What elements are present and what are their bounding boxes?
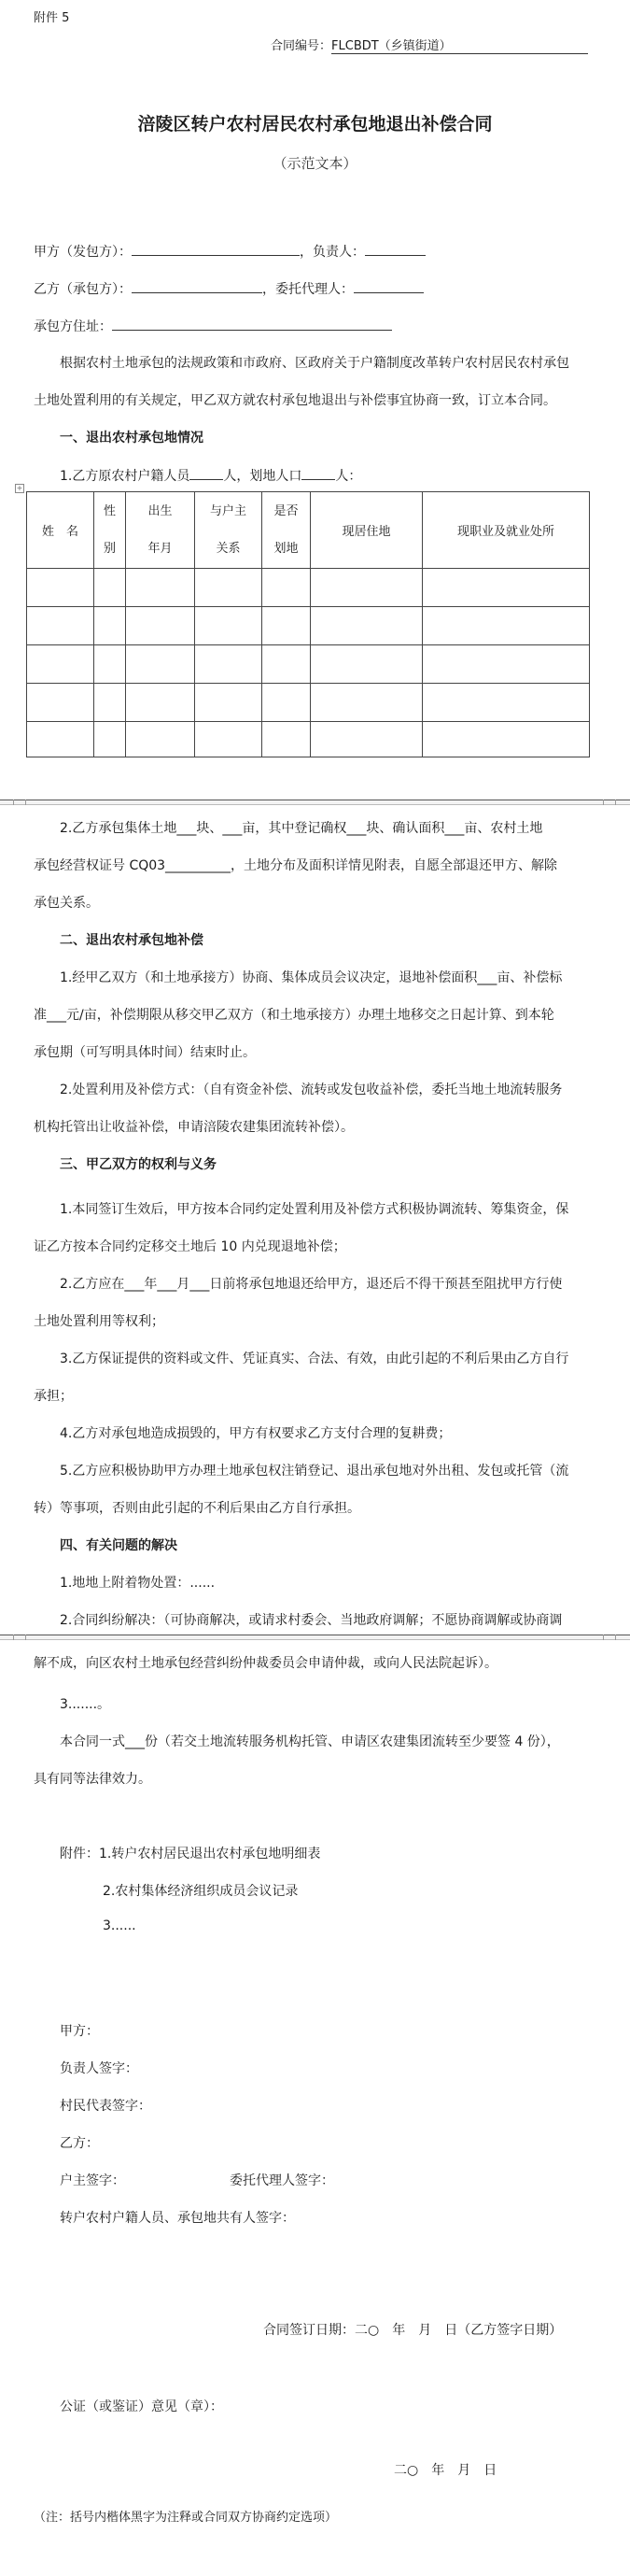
table-row <box>27 645 590 684</box>
sign-household-head: 户主签字： <box>60 2173 125 2188</box>
page-subtitle: （示范文本） <box>273 155 357 172</box>
section-2-line-2: 准___元/亩，补偿期限从移交甲乙双方（和土地承接方）办理土地移交之日起计算、到本轮 <box>34 1008 554 1023</box>
section-4-item-2-cont: 解不成，向区农村土地承包经营纠纷仲裁委员会申请仲裁，或向人民法院起诉）。 <box>34 1656 497 1671</box>
item2-line-2: 承包经营权证号 CQ03__________，土地分布及面积详情见附表，自愿全部退还甲方、解除 <box>34 858 558 873</box>
contract-sign-date: 合同签订日期：二○ 年 月 日（乙方签字日期） <box>263 2323 563 2338</box>
intro-line-2: 土地处置利用的有关规定，甲乙双方就农村承包地退出与补偿事宜协商一致，订立本合同。 <box>34 393 556 408</box>
party-b-label: 乙方（承包方）： <box>34 282 132 297</box>
table-cell[interactable] <box>262 645 311 684</box>
attachments-label: 附件：1.转户农村居民退出农村承包地明细表 <box>60 1847 321 1861</box>
page-break-marker-left <box>13 800 26 805</box>
table-cell[interactable] <box>126 607 195 645</box>
section-2-line-3: 承包期（可写明具体时间）结束时止。 <box>34 1045 256 1060</box>
table-cell[interactable] <box>423 722 590 757</box>
party-a-line <box>34 241 426 261</box>
item1-part-c: 人： <box>335 469 362 484</box>
table-row <box>27 684 590 722</box>
table-cell[interactable] <box>311 569 423 607</box>
household-members-table <box>26 491 590 757</box>
copies-line-2: 具有同等法律效力。 <box>34 1772 151 1787</box>
table-cell[interactable] <box>27 569 94 607</box>
notary-opinion: 公证（或鉴证）意见（章）： <box>60 2399 223 2414</box>
party-a-blank <box>132 241 300 256</box>
section-4-item-1: 1.地地上附着物处置：...... <box>60 1576 216 1591</box>
table-cell[interactable] <box>195 607 262 645</box>
section-3-line-8: 5.乙方应积极协助甲方办理土地承包权注销登记、退出承包地对外出租、发包或托管（流 <box>60 1464 569 1479</box>
table-move-handle-icon[interactable]: + <box>16 484 23 492</box>
party-b-address-blank <box>112 316 392 331</box>
intro-line-1: 根据农村土地承包的法规政策和市政府、区政府关于户籍制度改革转户农村居民农村承包 <box>60 356 569 371</box>
table-header-row <box>27 492 590 569</box>
page-break-2 <box>0 1635 630 1640</box>
sign-party-a: 甲方： <box>60 2024 99 2039</box>
table-cell[interactable] <box>126 645 195 684</box>
page-title: 涪陵区转户农村居民农村承包地退出补偿合同 <box>137 114 493 134</box>
party-a-head-blank <box>365 241 426 256</box>
col-header-relation: 与户主 关系 <box>195 492 262 569</box>
party-b-line <box>34 278 424 298</box>
sign-villager-rep: 村民代表签字： <box>60 2099 151 2114</box>
section-3-line-7: 4.乙方对承包地造成损毁的，甲方有权要求乙方支付合理的复耕费； <box>60 1426 452 1441</box>
item1-part-b: 人，划地人口 <box>223 469 302 484</box>
party-a-label: 甲方（发包方）： <box>34 245 132 260</box>
item1-land-persons-blank <box>301 465 335 480</box>
table-cell[interactable] <box>27 684 94 722</box>
section-3-line-9: 转）等事项，否则由此引起的不利后果由乙方自行承担。 <box>34 1501 360 1516</box>
section-2-line-1: 1.经甲乙双方（和土地承接方）协商、集体成员会议决定，退地补偿面积___亩、补偿标 <box>60 970 563 985</box>
section-3-line-2: 证乙方按本合同约定移交土地后 10 内兑现退地补偿； <box>34 1239 346 1254</box>
section-2-heading: 二、退出农村承包地补偿 <box>60 933 203 948</box>
item2-line-3: 承包关系。 <box>34 896 99 911</box>
copies-line-1: 本合同一式___份（若交土地流转服务机构托管、申请区农建集团流转至少要签 4 份）， <box>60 1734 560 1749</box>
table-cell[interactable] <box>311 645 423 684</box>
item1-part-a: 1.乙方原农村户籍人员 <box>60 469 190 484</box>
contract-number-value: FLCBDT（乡镇街道） <box>331 35 588 54</box>
table-cell[interactable] <box>126 569 195 607</box>
notary-date: 二○ 年 月 日 <box>394 2463 497 2478</box>
table-cell[interactable] <box>195 569 262 607</box>
sign-party-b: 乙方： <box>60 2136 99 2151</box>
page-break-marker-right <box>603 1635 616 1640</box>
table-row <box>27 607 590 645</box>
table-cell[interactable] <box>94 645 126 684</box>
page-break-1 <box>0 800 630 805</box>
page-break-marker-left <box>13 1635 26 1640</box>
table-cell[interactable] <box>94 722 126 757</box>
table-cell[interactable] <box>262 607 311 645</box>
section-3-line-1: 1.本同签订生效后，甲方按本合同约定处置利用及补偿方式积极协调流转、筹集资金，保 <box>60 1202 569 1217</box>
table-cell[interactable] <box>423 684 590 722</box>
sign-head: 负责人签字： <box>60 2061 138 2076</box>
col-header-residence: 现居住地 <box>311 492 423 569</box>
party-a-head-label: ，负责人： <box>300 245 365 260</box>
table-cell[interactable] <box>94 569 126 607</box>
sign-agent: 委托代理人签字： <box>230 2173 334 2188</box>
table-cell[interactable] <box>262 569 311 607</box>
party-b-agent-blank <box>354 278 424 293</box>
table-cell[interactable] <box>27 607 94 645</box>
section-4-item-2: 2.合同纠纷解决：（可协商解决，或请求村委会、当地政府调解；不愿协商调解或协商调 <box>60 1613 563 1628</box>
section-3-line-5: 3.乙方保证提供的资料或文件、凭证真实、合法、有效，由此引起的不利后果由乙方自行 <box>60 1352 569 1366</box>
section-4-item-3: 3.......。 <box>60 1697 111 1712</box>
section-3-line-6: 承担； <box>34 1389 73 1404</box>
col-header-occupation: 现职业及就业处所 <box>423 492 590 569</box>
attachment-item-2: 2.农村集体经济组织成员会议记录 <box>103 1884 299 1899</box>
section-3-line-3: 2.乙方应在___年___月___日前将承包地退还给甲方，退还后不得干预甚至阻扰甲方行使 <box>60 1277 563 1292</box>
table-cell[interactable] <box>27 722 94 757</box>
table-cell[interactable] <box>27 645 94 684</box>
attachment-label: 附件 5 <box>34 11 70 25</box>
party-b-address-label: 承包方住址： <box>34 319 112 334</box>
footnote: （注：括号内楷体黑字为注释或合同双方协商约定选项） <box>34 2511 338 2525</box>
table-cell[interactable] <box>311 722 423 757</box>
table-cell[interactable] <box>126 684 195 722</box>
table-cell[interactable] <box>126 722 195 757</box>
table-cell[interactable] <box>423 645 590 684</box>
table-cell[interactable] <box>195 722 262 757</box>
sign-members: 转户农村户籍人员、承包地共有人签字： <box>60 2211 295 2226</box>
party-b-address-line <box>34 316 392 335</box>
section-3-heading: 三、甲乙双方的权利与义务 <box>60 1157 217 1172</box>
table-cell[interactable] <box>94 607 126 645</box>
table-cell[interactable] <box>94 684 126 722</box>
table-cell[interactable] <box>195 645 262 684</box>
section-1-heading: 一、退出农村承包地情况 <box>60 431 203 446</box>
table-cell[interactable] <box>423 607 590 645</box>
section-2-line-4: 2.处置利用及补偿方式：（自有资金补偿、流转或发包收益补偿，委托当地土地流转服务 <box>60 1083 563 1097</box>
page-break-marker-right <box>603 800 616 805</box>
col-header-land: 是否 划地 <box>262 492 311 569</box>
party-b-blank <box>132 278 262 293</box>
contract-number <box>271 35 588 54</box>
item1-persons-blank <box>189 465 223 480</box>
col-header-name: 姓 名 <box>27 492 94 569</box>
table-cell[interactable] <box>262 684 311 722</box>
col-header-birth: 出生 年月 <box>126 492 195 569</box>
table-row <box>27 722 590 757</box>
section-3-line-4: 土地处置利用等权利； <box>34 1314 164 1329</box>
section-4-heading: 四、有关问题的解决 <box>60 1538 177 1553</box>
contract-number-label: 合同编号： <box>271 39 332 53</box>
section-1-item-1 <box>60 465 361 485</box>
table-cell[interactable] <box>423 569 590 607</box>
table-row <box>27 569 590 607</box>
table-cell[interactable] <box>311 684 423 722</box>
col-header-gender: 性 别 <box>94 492 126 569</box>
section-2-line-5: 机构托管出让收益补偿，申请涪陵农建集团流转补偿）。 <box>34 1120 354 1135</box>
attachment-item-3: 3...... <box>103 1918 136 1933</box>
table-cell[interactable] <box>262 722 311 757</box>
table-cell[interactable] <box>311 607 423 645</box>
item2-line-1: 2.乙方承包集体土地___块、___亩，其中登记确权___块、确认面积___亩、农村土地 <box>60 821 543 836</box>
table-cell[interactable] <box>195 684 262 722</box>
party-b-agent-label: ，委托代理人： <box>262 282 354 297</box>
